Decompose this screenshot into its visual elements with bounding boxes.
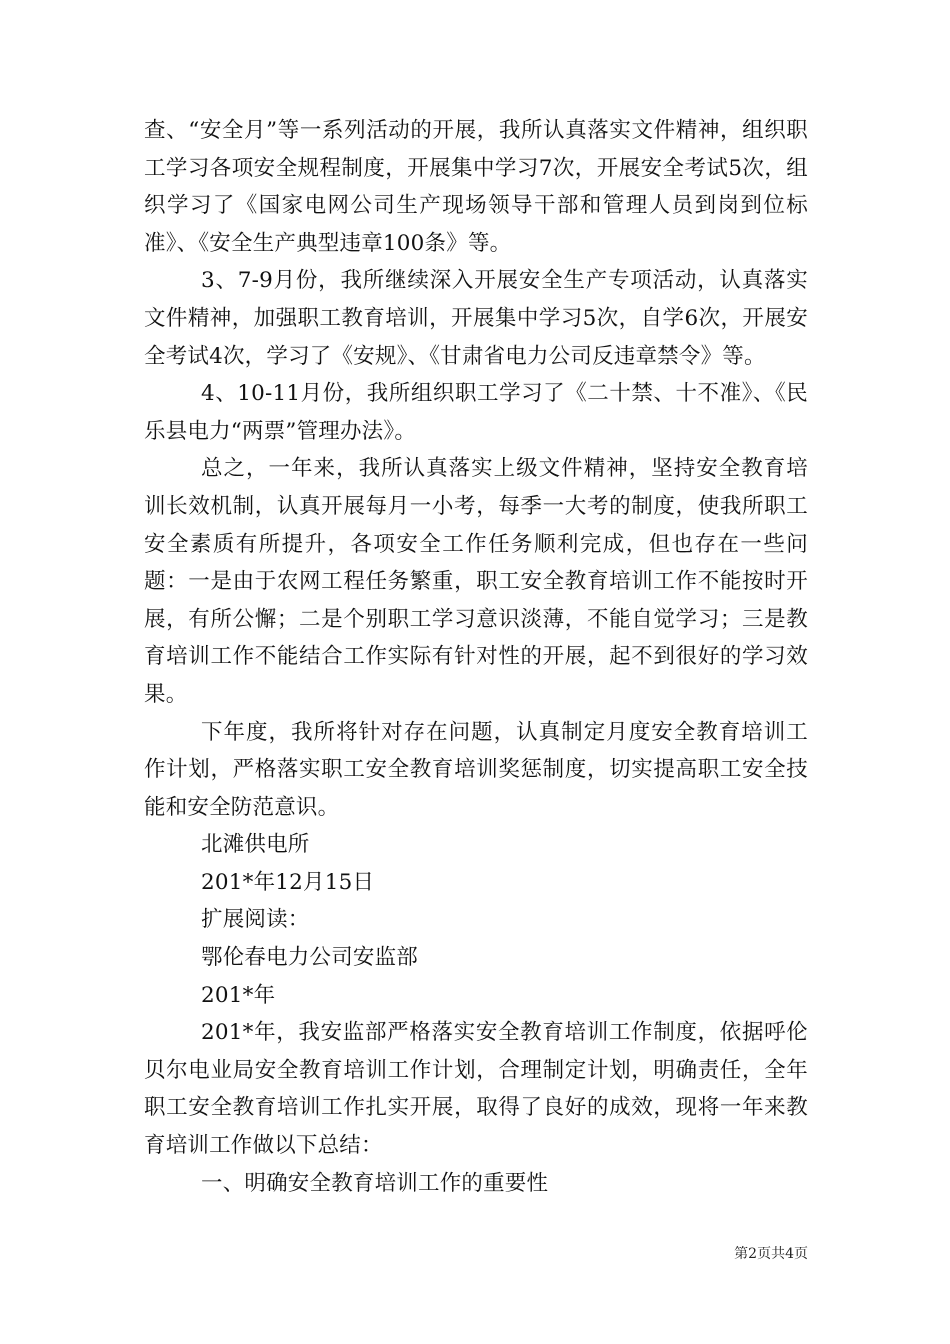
paragraph-next-year: 下年度，我所将针对存在问题，认真制定月度安全教育培训工作计划，严格落实职工安全教育培训奖惩制度，切实提高职工安全技能和安全防范意识。 (144, 719, 808, 820)
paragraph-summary: 总之，一年来，我所认真落实上级文件精神，坚持安全教育培训长效机制，认真开展每月一小考，每季一大考的制度，使我所职工安全素质有所提升，各项安全工作任务顺利完成，但也存在一些问题：一是由于农网工程任务繁重，职工安全教育培训工作不能按时开展，有所公懈；二是个别职工学习意识淡薄，不能自觉学习；三是教育培训工作不能结合工作实际有针对性的开展，起不到很好的学习效果。 (144, 456, 808, 707)
ext-year: 201*年 (201, 982, 276, 1008)
document-body (144, 112, 808, 1202)
paragraph-continued: 查、“安全月”等一系列活动的开展，我所认真落实文件精神，组织职工学习各项安全规程制度，开展集中学习7次，开展安全考试5次，组织学习了《国家电网公司生产现场领导干部和管理人员到岗到位标准》、《安全生产典型违章100条》等。 (144, 118, 808, 256)
signature-org: 北滩供电所 (201, 832, 310, 858)
ext-paragraph: 201*年，我安监部严格落实安全教育培训工作制度，依据呼伦贝尔电业局安全教育培训工作计划，合理制定计划，明确责任，全年职工安全教育培训工作扎实开展，取得了良好的成效，现将一年来教育培训工作做以下总结： (144, 1020, 808, 1159)
paragraph-item-4: 4、10-11月份，我所组织职工学习了《二十禁、十不准》、《民乐县电力“两票”管理办法》。 (144, 381, 808, 444)
paragraph-item-3: 3、7-9月份，我所继续深入开展安全生产专项活动，认真落实文件精神，加强职工教育培训，开展集中学习5次，自学6次，开展安全考试4次，学习了《安规》、《甘肃省电力公司反违章禁令》等。 (144, 268, 808, 369)
ext-heading: 一、明确安全教育培训工作的重要性 (201, 1170, 549, 1196)
extended-reading-label: 扩展阅读： (201, 907, 310, 933)
page-number: 第2页共4页 (734, 1246, 808, 1262)
ext-org: 鄂伦春电力公司安监部 (201, 945, 419, 971)
signature-date: 201*年12月15日 (201, 869, 375, 895)
